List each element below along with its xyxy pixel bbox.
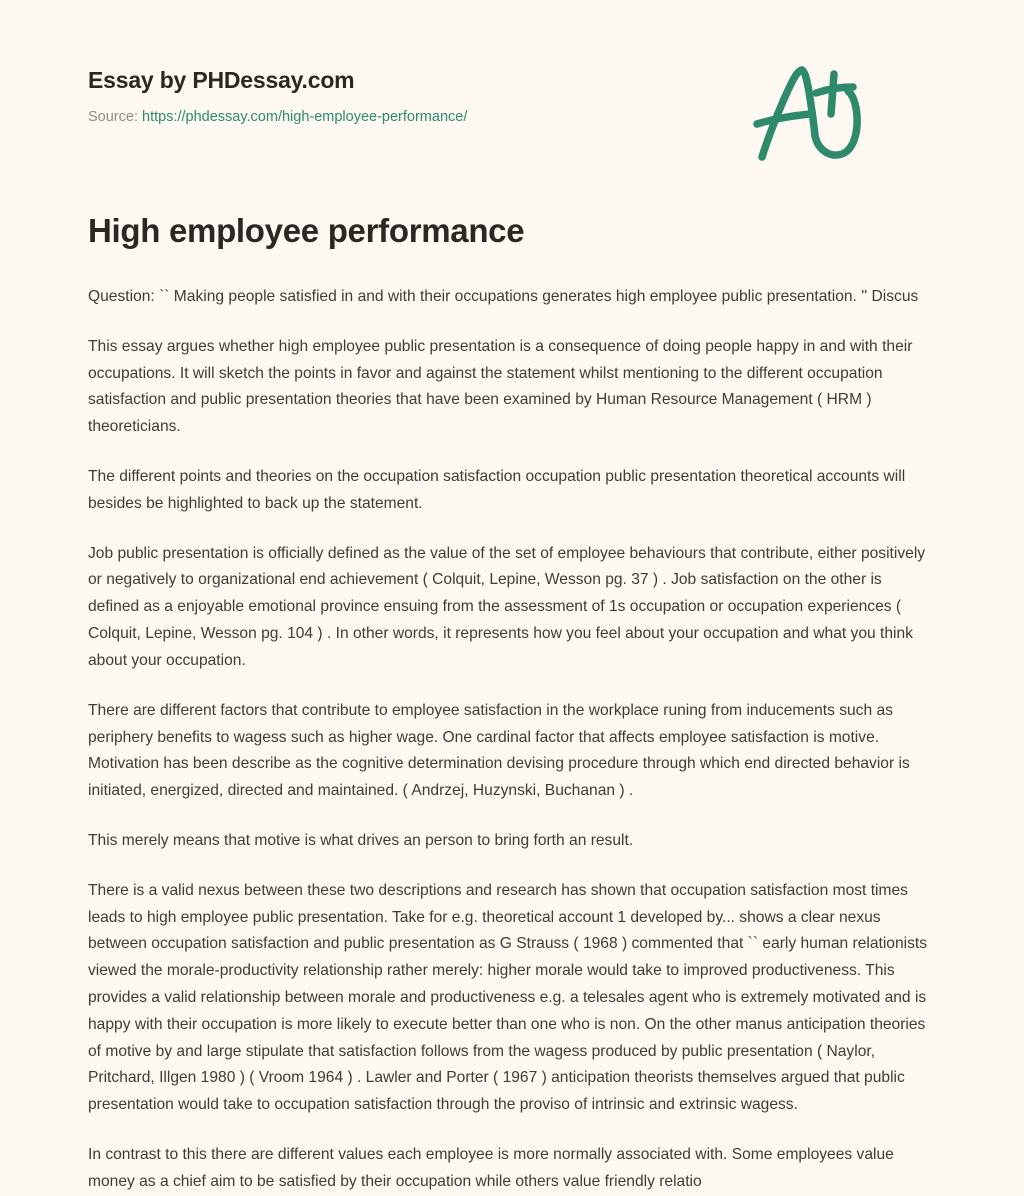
paragraph: This essay argues whether high employee public presentation is a consequence of doing people happy in and with their occupations. It will sketch the points in favor and against the statement whilst mentioning to the different occupation satisfaction and public presentation theories that have been examined by Human Resource Management ( HRM ) theoreticians. — [88, 337, 913, 436]
source-url-link[interactable]: https://phdessay.com/high-employee-performance/ — [142, 109, 468, 126]
paragraph: The different points and theories on the occupation satisfaction occupation public presentation theoretical accounts will besides be highlighted to back up the statement. — [88, 468, 906, 512]
essay-body — [88, 250, 936, 1196]
paragraph: In contrast to this there are different values each employee is more normally associated with. Some employees value money as a chief aim to be satisfied by their occupation while others value friendly relatio — [88, 1146, 894, 1190]
aplus-logo — [752, 58, 872, 168]
paragraph: There is a valid nexus between these two descriptions and research has shown that occupation satisfaction most times leads to high employee public presentation. Take for e.g. theoretical account 1 developed by... shows a clear nexus between occupation satisfaction and public presentation as G Strauss ( 1968 ) commented that `` early human relationists viewed the morale-productivity relationship rather merely: higher morale would take to improved productiveness. This provides a valid relationship between morale and productiveness e.g. a telesales agent who is extremely motivated and is happy with their occupation is more likely to execute better than one who is non. On the other manus anticipation theories of motive by and large stipulate that satisfaction follows from the wagess produced by public presentation ( Naylor, Pritchard, Illgen 1980 ) ( Vroom 1964 ) . Lawler and Porter ( 1967 ) anticipation theorists themselves argued that public presentation would take to occupation satisfaction through the proviso of intrinsic and extrinsic wagess. — [88, 881, 928, 1114]
page-title: High employee performance — [88, 212, 525, 249]
paragraph: Question: `` Making people satisfied in and with their occupations generates high employee public presentation. '' Discus — [88, 287, 919, 305]
paragraph: There are different factors that contribute to employee satisfaction in the workplace runing from inducements such as periphery benefits to wagess such as higher wage. One cardinal factor that affects employee satisfaction is motive. Motivation has been describe as the cognitive determination devising procedure through which end directed behavior is initiated, energized, directed and maintained. ( Andrzej, Huzynski, Buchanan ) . — [88, 701, 910, 800]
brand-title: Essay by PHDessay.com — [88, 67, 355, 93]
document-header — [88, 0, 936, 150]
paragraph: This merely means that motive is what drives an person to bring forth an result. — [88, 831, 634, 849]
paragraph: Job public presentation is officially defined as the value of the set of employee behaviours that contribute, either positively or negatively to organizational end achievement ( Colquit, Lepine, Wesson pg. 37 ) . Job satisfaction on the other is defined as a enjoyable emotional province ensuing from the assessment of 1s occupation or occupation experiences ( Colquit, Lepine, Wesson pg. 104 ) . In other words, it represents how you feel about your occupation and what you think about your occupation. — [88, 544, 926, 669]
aplus-logo-icon — [752, 58, 872, 168]
source-label: Source: — [88, 109, 138, 126]
